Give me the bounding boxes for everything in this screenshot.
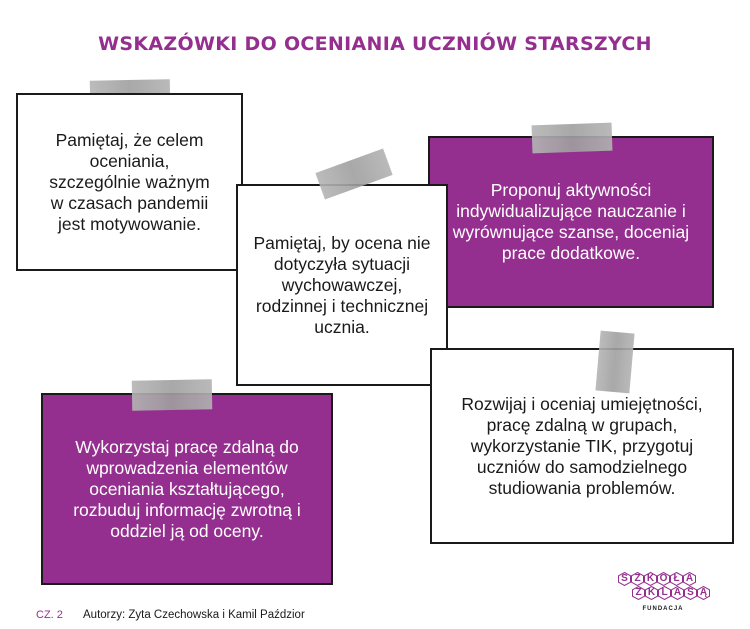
logo-letter: S: [621, 573, 628, 584]
tip-card-motivation: [16, 93, 243, 271]
tip-card-text: Rozwijaj i oceniaj umiejętności, pracę zdalną w grupach, wykorzystanie TIK, przygotuj uczniów do samodzielnego studiowania problemów.: [461, 393, 703, 498]
logo-hex-letter: [632, 586, 645, 600]
tip-card-individualization: [428, 136, 714, 308]
logo-row-bottom: [632, 586, 710, 600]
authors-credit: Autorzy: Zyta Czechowska i Kamil Paździor: [83, 609, 305, 621]
logo-row-top: [618, 572, 696, 586]
logo-hex-letter: [683, 572, 696, 586]
logo-hex-letter: [657, 572, 670, 586]
tip-card-text: Wykorzystaj pracę zdalną do wprowadzenia elementów oceniania kształtującego, rozbuduj informację zwrotną i oddziel ją od oceny.: [73, 436, 301, 541]
tip-card-feedback: [41, 393, 333, 585]
logo-hex-letter: [670, 572, 683, 586]
logo-letter: Ą: [699, 587, 708, 598]
logo-letter: K: [647, 587, 656, 598]
tape-strip: [532, 123, 613, 154]
tape-strip: [595, 331, 634, 394]
logo-letter: Z: [635, 587, 642, 598]
tip-card-skills: [430, 348, 734, 544]
logo-letter: S: [687, 587, 694, 598]
tip-card-text: Pamiętaj, by ocena nie dotyczyła sytuacji wychowawczej, rodzinnej i technicznej ucznia.: [253, 232, 431, 337]
tip-card-fairness: [236, 184, 448, 386]
logo-hex-letter: [645, 586, 658, 600]
logo-hex-letter: [644, 572, 657, 586]
logo-letter: K: [646, 573, 655, 584]
tip-card-text: Pamiętaj, że celem oceniania, szczególnie ważnym w czasach pandemii jest motywowanie.: [49, 129, 210, 234]
part-label: CZ. 2: [36, 609, 63, 621]
logo-caption: FUNDACJA: [642, 606, 684, 612]
logo-letter: A: [685, 573, 694, 584]
logo-hex-letter: [658, 586, 671, 600]
logo-letter: Z: [634, 573, 641, 584]
logo-hex-letter: [684, 586, 697, 600]
logo-hex-letter: [631, 572, 644, 586]
logo-letter: O: [659, 573, 668, 584]
logo-letter: A: [673, 587, 682, 598]
logo-letter: L: [661, 587, 668, 598]
logo-hex-letter: [671, 586, 684, 600]
tape-strip: [132, 379, 213, 410]
logo-hex-letter: [618, 572, 631, 586]
page-title: WSKAZÓWKI DO OCENIANIA UCZNIÓW STARSZYCH: [98, 33, 652, 55]
foundation-logo: [618, 568, 728, 618]
logo-hex-letter: [697, 586, 710, 600]
tip-card-text: Proponuj aktywności indywidualizujące nauczanie i wyrównujące szanse, doceniaj prace dodatkowe.: [452, 180, 690, 263]
logo-letter: Ł: [673, 573, 680, 584]
